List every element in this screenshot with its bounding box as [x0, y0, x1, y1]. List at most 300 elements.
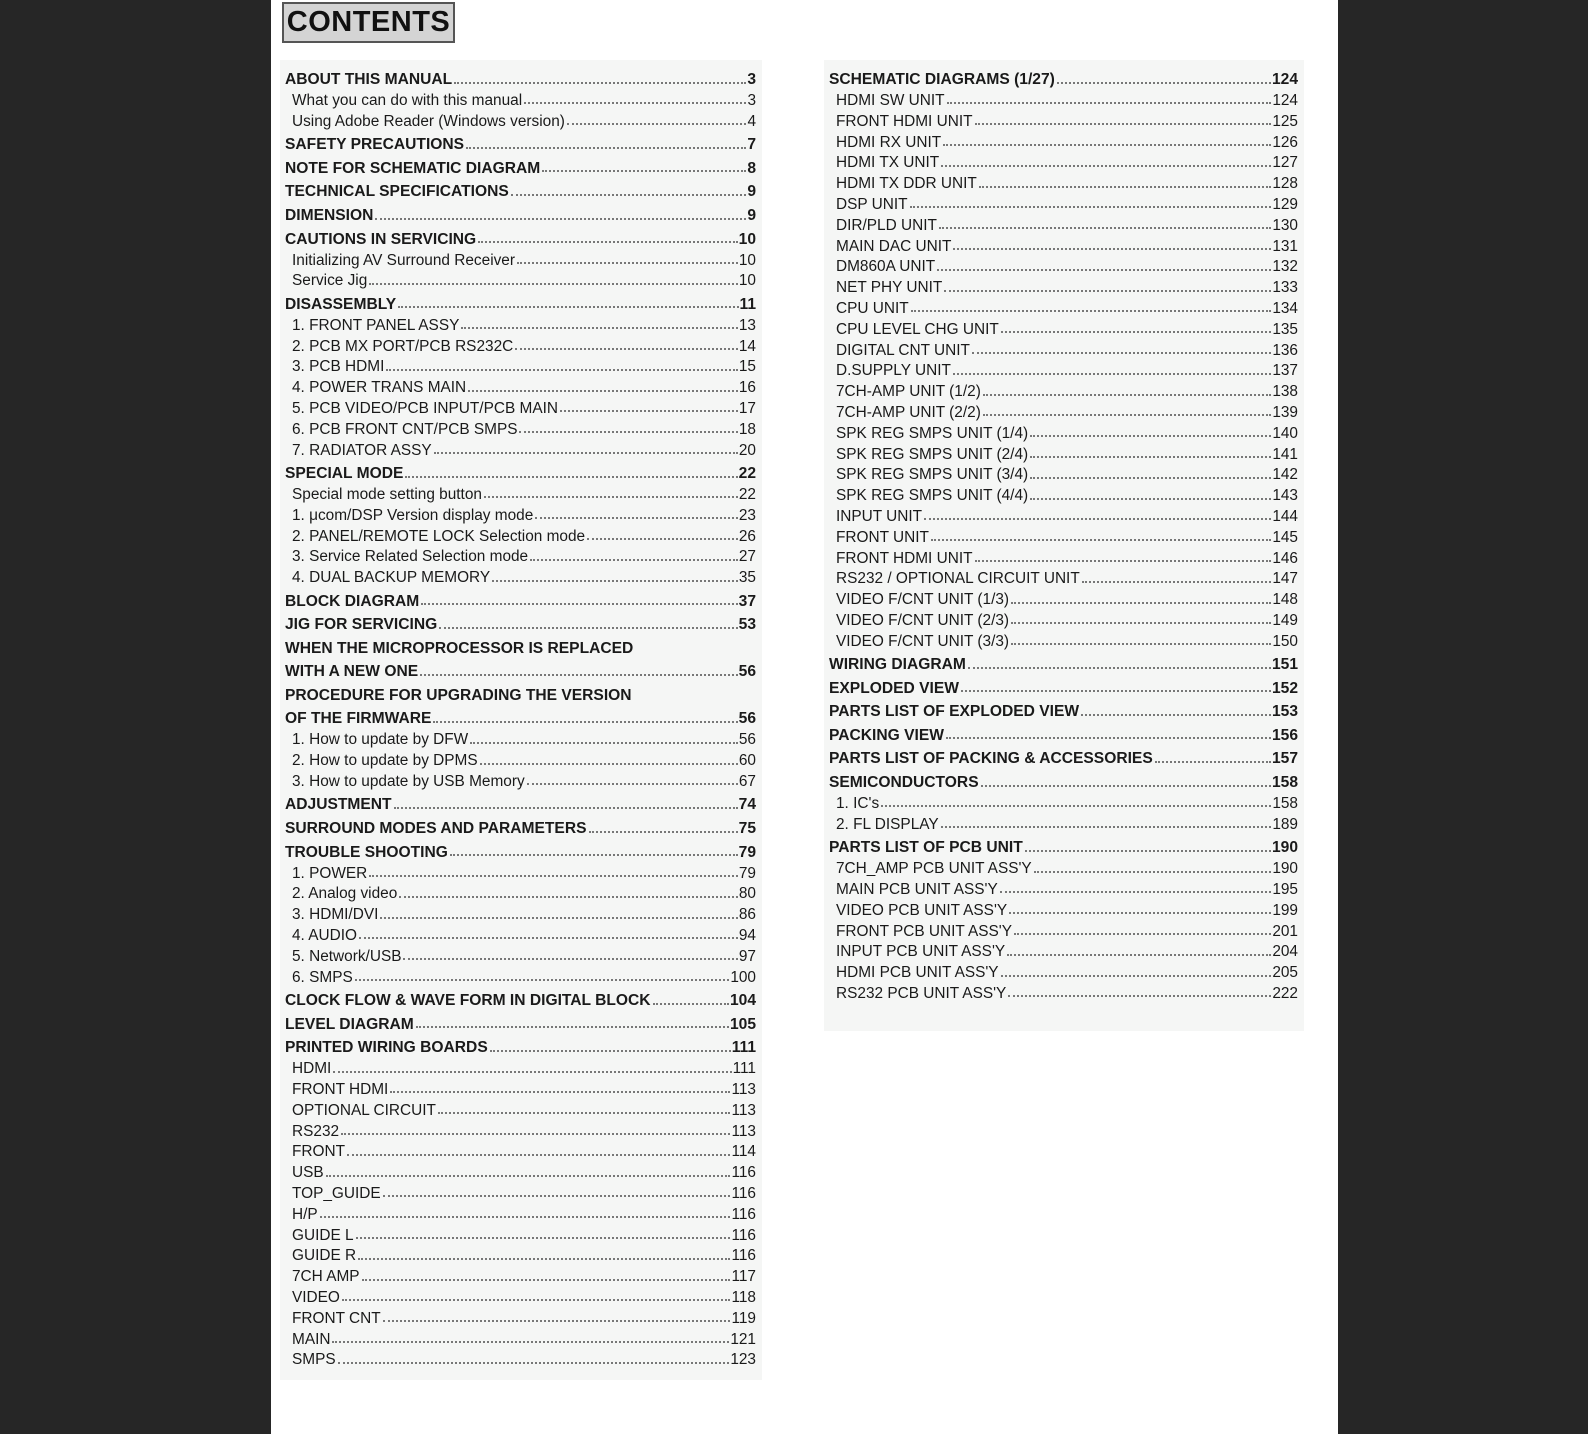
toc-entry-label: OPTIONAL CIRCUIT: [292, 1101, 436, 1119]
dot-leader: [320, 1216, 731, 1218]
toc-entry-label: Service Jig: [292, 272, 368, 290]
toc-entry-label: SPECIAL MODE: [285, 464, 404, 482]
dot-leader: [947, 102, 1272, 104]
toc-entry[interactable]: [829, 233, 1298, 254]
dot-leader: [1000, 891, 1272, 893]
toc-entry-label: PARTS LIST OF EXPLODED VIEW: [829, 703, 1080, 721]
toc-entry[interactable]: [285, 224, 756, 248]
toc-entry-label: RS232 / OPTIONAL CIRCUIT UNIT: [836, 570, 1080, 588]
toc-entry-page-number: 139: [1272, 403, 1298, 421]
dot-leader: [1025, 850, 1271, 852]
toc-entry[interactable]: [829, 897, 1298, 918]
toc-entry-page-number: 143: [1272, 487, 1298, 505]
dot-leader: [975, 560, 1272, 562]
toc-entry[interactable]: [285, 247, 756, 268]
toc-entry-page-number: 134: [1272, 299, 1298, 317]
toc-entry-label: ABOUT THIS MANUAL: [285, 71, 453, 88]
toc-entry[interactable]: [829, 649, 1298, 673]
toc-entry-page-number: 204: [1272, 943, 1298, 961]
toc-entry-label: ADJUSTMENT: [285, 796, 392, 814]
toc-entry-label: 5. Network/USB: [292, 947, 402, 965]
toc-entry[interactable]: [285, 565, 756, 586]
toc-entry[interactable]: [285, 789, 756, 813]
toc-entry-label: FRONT CNT: [292, 1309, 381, 1327]
toc-entry[interactable]: [829, 379, 1298, 400]
toc-entry[interactable]: [829, 108, 1298, 129]
toc-entry-page-number: 157: [1271, 750, 1298, 768]
toc-entry-label: FRONT PCB UNIT ASS'Y: [836, 922, 1012, 940]
toc-entry[interactable]: [285, 200, 756, 224]
dot-leader: [1011, 602, 1271, 604]
toc-entry[interactable]: [829, 254, 1298, 275]
toc-entry[interactable]: [829, 696, 1298, 720]
toc-entry[interactable]: [285, 1032, 756, 1056]
toc-entry-page-number: 151: [1271, 656, 1298, 674]
toc-entry-page-number: 190: [1271, 839, 1298, 857]
toc-entry[interactable]: [285, 1181, 756, 1202]
toc-entry-page-number: 189: [1272, 815, 1298, 833]
toc-entry-page-number: 8: [747, 159, 756, 177]
toc-entry-label: LEVEL DIAGRAM: [285, 1015, 414, 1033]
dot-leader: [946, 737, 1271, 739]
toc-entry[interactable]: [285, 482, 756, 503]
dot-leader: [1030, 435, 1271, 437]
dot-leader: [478, 241, 737, 243]
toc-entry-label: What you can do with this manual: [292, 91, 523, 109]
dot-leader: [405, 476, 737, 478]
toc-entry-label: HDMI TX UNIT: [836, 154, 940, 172]
toc-entry-label: TECHNICAL SPECIFICATIONS: [285, 183, 509, 201]
toc-entry[interactable]: [285, 769, 756, 790]
toc-entry-page-number: 140: [1272, 424, 1298, 442]
dot-leader: [924, 518, 1271, 520]
toc-entry-label: 7CH-AMP UNIT (1/2): [836, 383, 981, 401]
toc-entry-page-number: 131: [1272, 237, 1298, 255]
dot-leader: [511, 194, 747, 196]
toc-entry-label: WITH A NEW ONE: [285, 663, 419, 681]
toc-entry-label: OF THE FIRMWARE: [285, 710, 432, 728]
toc-entry-page-number: 16: [738, 379, 756, 397]
toc-entry[interactable]: [285, 416, 756, 437]
toc-entry[interactable]: [285, 1285, 756, 1306]
toc-entry[interactable]: [285, 312, 756, 333]
toc-entry-label: DM860A UNIT: [836, 258, 936, 276]
toc-entry[interactable]: [285, 837, 756, 861]
toc-entry-label: FRONT UNIT: [836, 528, 929, 546]
toc-entry-page-number: 60: [738, 752, 756, 770]
dot-leader: [369, 283, 738, 285]
toc-entry[interactable]: [285, 1139, 756, 1160]
toc-entry[interactable]: [285, 902, 756, 923]
toc-entry-page-number: 158: [1271, 774, 1298, 792]
dot-leader: [399, 896, 738, 898]
toc-entry-label: CAUTIONS IN SERVICING: [285, 230, 477, 248]
toc-entry[interactable]: [829, 420, 1298, 441]
toc-entry-page-number: 14: [738, 337, 756, 355]
toc-entry-page-number: 104: [729, 992, 756, 1010]
toc-entry-page-number: 128: [1272, 175, 1298, 193]
toc-entry[interactable]: [285, 375, 756, 396]
dot-leader: [420, 674, 738, 676]
toc-entry[interactable]: [829, 767, 1298, 791]
dot-leader: [535, 517, 738, 519]
toc-entry-label: SMPS: [292, 1351, 336, 1369]
toc-entry-page-number: 118: [731, 1288, 756, 1306]
toc-entry[interactable]: [829, 296, 1298, 317]
toc-entry[interactable]: [829, 441, 1298, 462]
dot-leader: [356, 1237, 731, 1239]
toc-entry-label: SAFETY PRECAUTIONS: [285, 136, 465, 154]
toc-entry[interactable]: [829, 275, 1298, 296]
toc-entry[interactable]: [829, 608, 1298, 629]
toc-entry[interactable]: [285, 108, 756, 129]
toc-entry[interactable]: [829, 628, 1298, 649]
toc-entry[interactable]: [285, 1222, 756, 1243]
dot-leader: [524, 102, 746, 104]
toc-entry-label: VIDEO F/CNT UNIT (2/3): [836, 611, 1010, 629]
toc-entry[interactable]: [285, 1097, 756, 1118]
toc-entry[interactable]: [829, 150, 1298, 171]
toc-entry-page-number: 121: [730, 1330, 756, 1348]
toc-entry-page-number: 156: [1271, 726, 1298, 744]
toc-entry[interactable]: [829, 673, 1298, 697]
toc-entry-label: VIDEO PCB UNIT ASS'Y: [836, 901, 1008, 919]
toc-entry-label: SPK REG SMPS UNIT (1/4): [836, 424, 1029, 442]
toc-entry-label: MAIN PCB UNIT ASS'Y: [836, 881, 998, 899]
dot-leader: [941, 165, 1271, 167]
toc-entry-label: DIR/PLD UNIT: [836, 216, 937, 234]
toc-entry[interactable]: [285, 1305, 756, 1326]
dot-leader: [519, 431, 737, 433]
toc-entry[interactable]: [285, 289, 756, 313]
toc-entry-page-number: 56: [738, 731, 756, 749]
dot-leader: [1011, 643, 1271, 645]
dot-leader: [527, 783, 738, 785]
toc-entry[interactable]: [285, 396, 756, 417]
toc-entry-page-number: 141: [1272, 445, 1298, 463]
toc-right-column: [824, 60, 1304, 1031]
dot-leader: [468, 390, 738, 392]
toc-entry-page-number: 26: [738, 527, 756, 545]
dot-leader: [1014, 933, 1271, 935]
toc-entry-label: PACKING VIEW: [829, 726, 944, 744]
toc-entry[interactable]: [285, 727, 756, 748]
toc-entry-page-number: 195: [1272, 881, 1298, 899]
toc-entry-page-number: 119: [731, 1309, 756, 1327]
toc-entry-page-number: 113: [731, 1080, 756, 1098]
toc-entry[interactable]: [285, 943, 756, 964]
dot-leader: [937, 269, 1271, 271]
toc-entry[interactable]: [829, 483, 1298, 504]
toc-entry-page-number: 9: [747, 206, 756, 224]
dot-leader: [338, 1362, 730, 1364]
dot-leader: [326, 1175, 731, 1177]
toc-entry-label: VIDEO F/CNT UNIT (3/3): [836, 632, 1010, 650]
toc-entry-page-number: 53: [738, 616, 756, 634]
toc-entry[interactable]: [285, 268, 756, 289]
toc-entry[interactable]: [829, 129, 1298, 150]
toc-entry-label: 3. Service Related Selection mode: [292, 548, 529, 566]
toc-entry-page-number: 132: [1272, 258, 1298, 276]
dot-leader: [484, 496, 738, 498]
toc-entry-label: 3. HDMI/DVI: [292, 906, 379, 924]
toc-entry-page-number: 150: [1272, 632, 1298, 650]
toc-entry[interactable]: [285, 586, 756, 610]
dot-leader: [390, 1091, 730, 1093]
dot-leader: [983, 394, 1271, 396]
dot-leader: [450, 854, 738, 856]
dot-leader: [567, 123, 747, 125]
toc-entry-page-number: 111: [731, 1039, 756, 1057]
toc-entry[interactable]: [829, 192, 1298, 213]
toc-entry-label: SPK REG SMPS UNIT (3/4): [836, 466, 1029, 484]
toc-entry[interactable]: [285, 609, 756, 633]
toc-entry-page-number: 13: [738, 316, 756, 334]
toc-entry[interactable]: [829, 358, 1298, 379]
dot-leader: [542, 170, 746, 172]
dot-leader: [1081, 714, 1271, 716]
toc-entry[interactable]: [285, 88, 756, 109]
toc-entry-label: SURROUND MODES AND PARAMETERS: [285, 820, 587, 838]
toc-entry[interactable]: [285, 544, 756, 565]
toc-entry[interactable]: [285, 1326, 756, 1347]
toc-entry[interactable]: [829, 743, 1298, 767]
dot-leader: [953, 373, 1271, 375]
toc-entry-label: H/P: [292, 1205, 318, 1223]
toc-entry[interactable]: [829, 400, 1298, 421]
dot-leader: [1009, 912, 1271, 914]
toc-entry[interactable]: [829, 981, 1298, 1002]
toc-entry-page-number: 3: [747, 91, 756, 109]
toc-entry[interactable]: [829, 566, 1298, 587]
dot-leader: [587, 538, 738, 540]
toc-entry-label: EXPLODED VIEW: [829, 679, 959, 697]
toc-entry-page-number: 94: [738, 927, 756, 945]
toc-entry[interactable]: [285, 523, 756, 544]
toc-entry-page-number: 126: [1272, 133, 1298, 151]
toc-entry[interactable]: [285, 813, 756, 837]
toc-entry[interactable]: [285, 1201, 756, 1222]
dot-leader: [416, 1026, 729, 1028]
toc-entry[interactable]: [285, 1160, 756, 1181]
dot-leader: [943, 144, 1271, 146]
toc-entry-page-number: 116: [731, 1164, 756, 1182]
toc-entry[interactable]: [285, 985, 756, 1009]
toc-entry-page-number: 142: [1272, 466, 1298, 484]
toc-entry-page-number: 10: [738, 251, 756, 269]
toc-entry-label: SCHEMATIC DIAGRAMS (1/27): [829, 71, 1055, 88]
toc-entry[interactable]: [829, 337, 1298, 358]
toc-entry-label: SPK REG SMPS UNIT (4/4): [836, 487, 1029, 505]
toc-entry[interactable]: [285, 1009, 756, 1033]
dot-leader: [981, 785, 1271, 787]
toc-entry-label: USB: [292, 1164, 324, 1182]
toc-entry[interactable]: [285, 680, 756, 704]
dot-leader: [490, 1050, 731, 1052]
dot-leader: [589, 831, 738, 833]
toc-entry-page-number: 20: [738, 441, 756, 459]
toc-entry[interactable]: [829, 462, 1298, 483]
toc-entry[interactable]: [829, 918, 1298, 939]
dot-leader: [383, 1195, 731, 1197]
toc-entry-label: FRONT HDMI UNIT: [836, 112, 973, 130]
toc-entry[interactable]: [829, 64, 1298, 88]
toc-entry[interactable]: [829, 856, 1298, 877]
toc-entry-page-number: 190: [1272, 860, 1298, 878]
toc-entry-label: 7CH-AMP UNIT (2/2): [836, 403, 981, 421]
toc-entry[interactable]: [285, 633, 756, 657]
toc-entry[interactable]: [829, 545, 1298, 566]
toc-entry-page-number: 149: [1272, 611, 1298, 629]
toc-entry-page-number: 17: [738, 399, 756, 417]
toc-entry[interactable]: [829, 504, 1298, 525]
toc-entry[interactable]: [285, 153, 756, 177]
dot-leader: [492, 580, 738, 582]
toc-entry-label: HDMI PCB UNIT ASS'Y: [836, 964, 999, 982]
dot-leader: [383, 1320, 731, 1322]
toc-entry[interactable]: [285, 458, 756, 482]
toc-entry-page-number: 105: [729, 1015, 756, 1033]
toc-entry[interactable]: [829, 791, 1298, 812]
toc-entry-page-number: 22: [738, 485, 756, 503]
dot-leader: [375, 218, 746, 220]
toc-entry[interactable]: [829, 939, 1298, 960]
toc-entry-page-number: 23: [738, 506, 756, 524]
toc-entry-page-number: 153: [1271, 703, 1298, 721]
dot-leader: [972, 352, 1271, 354]
dot-leader: [983, 414, 1271, 416]
toc-entry-page-number: 97: [738, 947, 756, 965]
toc-entry-page-number: 18: [738, 420, 756, 438]
toc-entry-page-number: 147: [1272, 570, 1298, 588]
toc-entry[interactable]: [829, 811, 1298, 832]
dot-leader: [466, 147, 746, 149]
toc-entry-page-number: 222: [1272, 985, 1298, 1003]
toc-entry-label: D.SUPPLY UNIT: [836, 362, 951, 380]
dot-leader: [1007, 954, 1271, 956]
toc-entry[interactable]: [285, 1077, 756, 1098]
toc-entry[interactable]: [829, 316, 1298, 337]
dot-leader: [530, 559, 738, 561]
toc-entry-label: PARTS LIST OF PACKING & ACCESSORIES: [829, 750, 1153, 768]
toc-entry[interactable]: [285, 354, 756, 375]
toc-entry[interactable]: [285, 176, 756, 200]
toc-entry[interactable]: [285, 502, 756, 523]
toc-entry-page-number: 35: [738, 569, 756, 587]
dot-leader: [910, 206, 1272, 208]
toc-entry[interactable]: [829, 587, 1298, 608]
toc-entry-page-number: 113: [731, 1122, 756, 1140]
toc-entry-label: TROUBLE SHOOTING: [285, 843, 448, 861]
toc-entry-label: NOTE FOR SCHEMATIC DIAGRAM: [285, 159, 541, 177]
toc-entry[interactable]: [285, 1347, 756, 1368]
toc-entry-label: INPUT PCB UNIT ASS'Y: [836, 943, 1006, 961]
toc-entry[interactable]: [285, 129, 756, 153]
dot-leader: [394, 807, 738, 809]
toc-entry-label: MAIN: [292, 1330, 331, 1348]
toc-entry-label: VIDEO: [292, 1288, 340, 1306]
toc-entry[interactable]: [829, 171, 1298, 192]
toc-entry-page-number: 158: [1272, 795, 1298, 813]
toc-entry[interactable]: [285, 923, 756, 944]
toc-entry[interactable]: [285, 1118, 756, 1139]
dot-leader: [480, 763, 738, 765]
toc-entry[interactable]: [285, 64, 756, 88]
toc-entry-label: DIGITAL CNT UNIT: [836, 341, 970, 359]
toc-entry[interactable]: [285, 881, 756, 902]
dot-leader: [421, 603, 737, 605]
dot-leader: [1155, 761, 1271, 763]
toc-entry-page-number: 22: [738, 464, 756, 482]
toc-entry[interactable]: [829, 88, 1298, 109]
toc-entry-page-number: 116: [731, 1247, 756, 1265]
dot-leader: [347, 1154, 730, 1156]
toc-left-column: [280, 60, 762, 1380]
toc-entry-page-number: 4: [747, 112, 756, 130]
toc-entry-label: PARTS LIST OF PCB UNIT: [829, 839, 1023, 857]
toc-entry[interactable]: [285, 748, 756, 769]
toc-entry-label: 1. How to update by DFW: [292, 731, 469, 749]
toc-entry[interactable]: [285, 333, 756, 354]
toc-entry[interactable]: [829, 877, 1298, 898]
toc-entry-page-number: 205: [1272, 964, 1298, 982]
toc-entry-label: WHEN THE MICROPROCESSOR IS REPLACED: [285, 639, 634, 657]
dot-leader: [979, 186, 1272, 188]
toc-entry[interactable]: [285, 656, 756, 680]
toc-entry[interactable]: [829, 212, 1298, 233]
toc-entry-label: 2. Analog video: [292, 885, 398, 903]
dot-leader: [968, 667, 1271, 669]
toc-entry-page-number: 15: [738, 358, 756, 376]
toc-entry-label: 6. PCB FRONT CNT/PCB SMPS: [292, 420, 518, 438]
dot-leader: [517, 262, 738, 264]
toc-entry-page-number: 199: [1272, 901, 1298, 919]
document-page: [271, 0, 1338, 1434]
dot-leader: [961, 690, 1271, 692]
toc-entry[interactable]: [829, 720, 1298, 744]
toc-entry-label: 5. PCB VIDEO/PCB INPUT/PCB MAIN: [292, 399, 558, 417]
dot-leader: [1008, 995, 1271, 997]
dot-leader: [454, 82, 746, 84]
toc-entry[interactable]: [285, 1243, 756, 1264]
toc-entry-page-number: 138: [1272, 383, 1298, 401]
toc-entry[interactable]: [285, 1264, 756, 1285]
toc-entry-page-number: 56: [738, 663, 756, 681]
toc-entry[interactable]: [285, 437, 756, 458]
toc-entry[interactable]: [829, 960, 1298, 981]
toc-entry-label: MAIN DAC UNIT: [836, 237, 952, 255]
toc-entry-page-number: 136: [1272, 341, 1298, 359]
toc-entry-label: INPUT UNIT: [836, 507, 923, 525]
toc-entry[interactable]: [829, 524, 1298, 545]
toc-entry-label: TOP_GUIDE: [292, 1184, 381, 1202]
toc-entry[interactable]: [285, 860, 756, 881]
toc-entry-label: GUIDE L: [292, 1226, 354, 1244]
toc-entry[interactable]: [285, 703, 756, 727]
dot-leader: [1001, 975, 1272, 977]
toc-entry-label: Initializing AV Surround Receiver: [292, 251, 515, 269]
toc-entry[interactable]: [285, 1056, 756, 1077]
toc-entry-page-number: 133: [1272, 279, 1298, 297]
toc-entry-page-number: 79: [738, 843, 756, 861]
toc-entry-page-number: 10: [738, 230, 756, 248]
dot-leader: [398, 306, 738, 308]
toc-entry-page-number: 100: [730, 968, 756, 986]
toc-entry-label: 7CH AMP: [292, 1268, 360, 1286]
dot-leader: [1034, 871, 1272, 873]
toc-entry[interactable]: [285, 964, 756, 985]
toc-entry[interactable]: [829, 832, 1298, 856]
